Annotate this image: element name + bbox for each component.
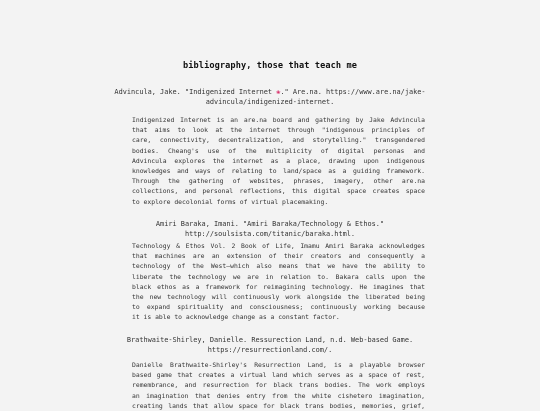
summary-line: collections, and personal reflections, this digital space creates space bbox=[132, 187, 425, 196]
summary-line: liberate the technology we are in relation to. Bakara calls upon the bbox=[132, 272, 425, 281]
summary-line: Advincula explores the internet as a place, drawing upon indigenous bbox=[132, 156, 425, 165]
citation-advincula bbox=[100, 87, 440, 108]
summary-line: that machines are an extension of their creators and consequently a bbox=[132, 252, 425, 261]
summary-line: care, connectivity, decentralization, and storytelling." transgendered bbox=[132, 136, 425, 145]
flower-icon: ❀ bbox=[276, 88, 281, 96]
summary-line: knowledges and ways of relating to land/space as a guiding framework. bbox=[132, 167, 425, 176]
summary-line: bodies. Cheang's use of the multiplicity of digital personas and bbox=[132, 146, 425, 155]
page-title: bibliography, those that teach me bbox=[182, 61, 358, 71]
citation-line: Advincula, Jake. "Indigenized Internet ❀." Are.na. https://www.are.na/jake- bbox=[114, 88, 426, 96]
summary-baraka bbox=[132, 241, 425, 323]
summary-line: it is able to acknowledge change as a constant factor. bbox=[132, 313, 340, 322]
summary-line: to expand spirituality and consciousness; continuously working because bbox=[132, 303, 425, 312]
citation-brathwaite-shirley bbox=[110, 335, 430, 356]
summary-line: remembrance, and resurrection for black trans bodies. The work employs bbox=[132, 381, 425, 390]
summary-advincula bbox=[132, 115, 425, 207]
summary-line: Danielle Brathwaite-Shirley's Resurrection Land, is a playable browser bbox=[132, 361, 425, 369]
summary-line: technology of the West—which also means that we have the ability to bbox=[132, 262, 425, 271]
citation-baraka bbox=[130, 219, 410, 240]
summary-line: black ethos as a framework for reimagining technology. He imagines that bbox=[132, 282, 425, 291]
summary-line: Indigenized Internet is an are.na board and gathering by Jake Advincula bbox=[132, 116, 425, 124]
summary-line: based game that creates a virtual land which serves as a space of rest, bbox=[132, 371, 425, 380]
citation-line: Brathwaite-Shirley, Danielle. Ressurection Land, n.d. Web-based Game. bbox=[126, 336, 414, 344]
summary-line: to explore decolonial forms of virtual placemaking. bbox=[132, 197, 329, 206]
citation-line: https://resurrectionland.com/. bbox=[207, 346, 333, 355]
summary-brathwaite-shirley bbox=[132, 360, 425, 411]
citation-line: http://soulsista.com/titanic/baraka.html. bbox=[184, 230, 356, 239]
summary-line: Technology & Ethos Vol. 2 Book of Life, Imamu Amiri Baraka acknowledges bbox=[132, 242, 425, 250]
citation-line: advincula/indigenized-internet. bbox=[205, 98, 335, 107]
summary-line: an imagination that denies entry from the white cishetero imagination, bbox=[132, 391, 425, 400]
summary-line: the new technology will continuously work alongside the liberated being bbox=[132, 293, 425, 302]
summary-line: creating lands that allow space for black trans bodies, memories, grief, bbox=[132, 401, 425, 410]
summary-line: Through the gathering of websites, phrases, imagery, other are.na bbox=[132, 177, 425, 186]
summary-line: that aims to look at the internet through "indigenous principles of bbox=[132, 126, 425, 135]
citation-line: Amiri Baraka, Imani. "Amiri Baraka/Technology & Ethos." bbox=[155, 220, 385, 228]
